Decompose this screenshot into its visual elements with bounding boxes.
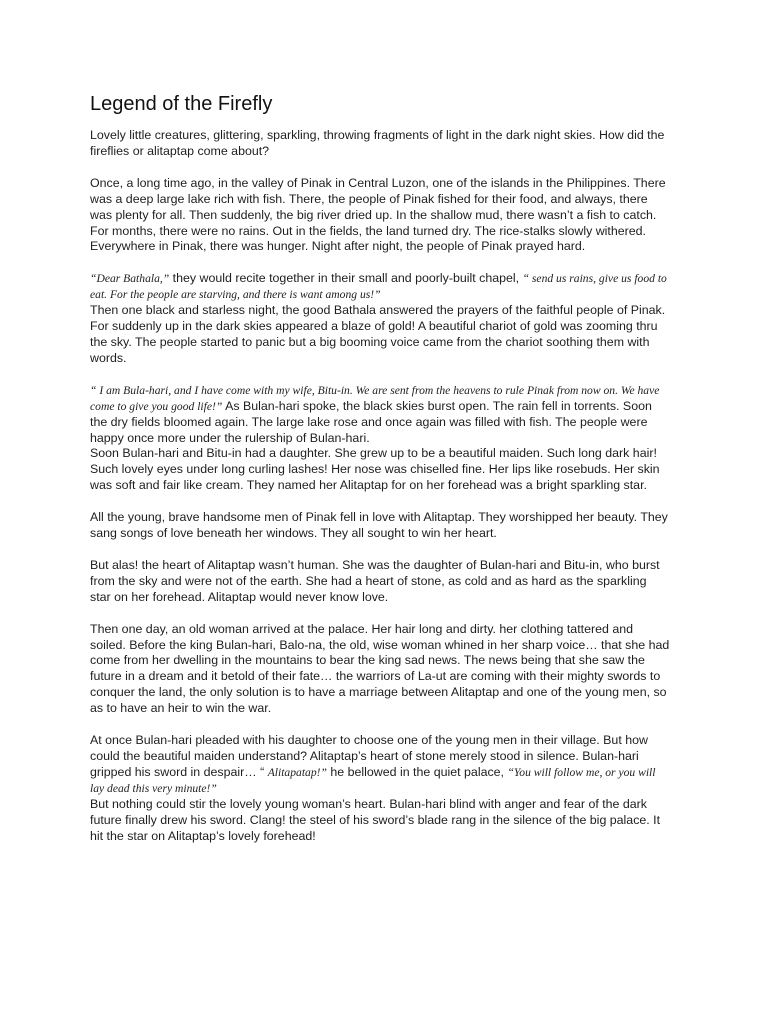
paragraph-daughter: Soon Bulan-hari and Bitu-in had a daughter. She grew up to be a beautiful maiden. Such long dark hair! Such lovely eyes under long curling lashes! Her nose was chiselled fine. Her lips like rosebuds. Her skin was soft and fair like cream. They named her Alitaptap for on her forehead was a bright sparkling star. <box>90 446 660 493</box>
bulan-hari-quote: “ I am Bula-hari, and I have come with my wife, Bitu-in. We are sent from the heavens to rule Pinak from now on. We have come to give you good life!” <box>90 383 660 413</box>
paragraph-sword: But nothing could stir the lovely young woman’s heart. Bulan-hari blind with anger and fear of the dark future finally drew his sword. Clang! the steel of his sword’s blade rang in the silence of the big palace. It hit the star on Alitaptap’s lovely forehead! <box>90 796 661 843</box>
paragraph-chariot: Then one black and starless night, the good Bathala answered the prayers of the faithful people of Pinak. For suddenly up in the dark skies appeared a blaze of gold! A beautiful chariot of gold was zooming thru the sky. The people started to panic but a big booming voice came from the chariot soothing them with words. <box>90 303 666 365</box>
prayer-quote-request: “ send us rains, give us food to eat. For the people are starving, and there is want among us!” <box>90 272 667 302</box>
paragraph-valley: Once, a long time ago, in the valley of Pinak in Central Luzon, one of the islands in the Philippines. There was a deep large lake rich with fish. There, the people of Pinak fished for their food, and always, there was plenty for all. Then suddenly, the big river dried up. In the shallow mud, there wasn’t a fish to catch. For months, there were no rains. Out in the fields, the land turned dry. The rice-stalks slowly withered. Everywhere in Pinak, there was hunger. Night after night, the people of Pinak prayed hard. <box>90 175 666 254</box>
bulan-hari-narration: As Bulan-hari spoke, the black skies burst open. The rain fell in torrents. Soon the dry fields bloomed again. The large lake rose and once again was filled with fish. The people were happy once more under the rulership of Bulan-hari. <box>90 398 652 445</box>
paragraph-plea <box>90 733 670 797</box>
plea-narration-1: At once Bulan-hari pleaded with his daughter to choose one of the young men in their village. But how could the beautiful maiden understand? Alitaptap’s heart of stone merely stood in silence. Bulan-hari gripped his sword in despair… “ <box>90 733 648 779</box>
paragraph-intro: Lovely little creatures, glittering, sparkling, throwing fragments of light in the dark night skies. How did the fireflies or alitaptap come about? <box>90 128 665 158</box>
plea-narration-2: he bellowed in the quiet palace, <box>326 764 508 779</box>
paragraph-prayer <box>90 271 670 303</box>
paragraph-old-woman: Then one day, an old woman arrived at the palace. Her hair long and dirty. her clothing tattered and soiled. Before the king Bulan-hari, Balo-na, the old, wise woman whined in her sharp voice… that she had come from her dwelling in the mountains to bear the king sad news. The news being that she saw the future in a dream and it betold of their fate… the warriors of La-ut are coming with their mighty swords to conquer the land, the only solution is to have a marriage between Alitaptap and one of the young men, so as to have an heir to win the war. <box>90 621 670 716</box>
plea-quote-threat: “You will follow me, or you will lay dead this very minute!” <box>90 765 656 795</box>
plea-quote-name: Alitapatap!” <box>267 765 327 779</box>
prayer-quote-opening: “Dear Bathala,” <box>90 272 170 286</box>
document-page <box>90 92 670 844</box>
prayer-narration: they would recite together in their small and poorly-built chapel, <box>169 271 523 286</box>
paragraph-suitors: All the young, brave handsome men of Pinak fell in love with Alitaptap. They worshipped her beauty. They sang songs of love beneath her windows. They all sought to win her heart. <box>90 510 668 541</box>
paragraph-heart-of-stone: But alas! the heart of Alitaptap wasn’t human. She was the daughter of Bulan-hari and Bitu-in, who burst from the sky and were not of the earth. She had a heart of stone, as cold and as hard as the sparkling star on her forehead. Alitaptap would never know love. <box>90 557 660 604</box>
page-title: Legend of the Firefly <box>90 93 273 115</box>
paragraph-bulan-hari-arrival <box>90 383 670 447</box>
